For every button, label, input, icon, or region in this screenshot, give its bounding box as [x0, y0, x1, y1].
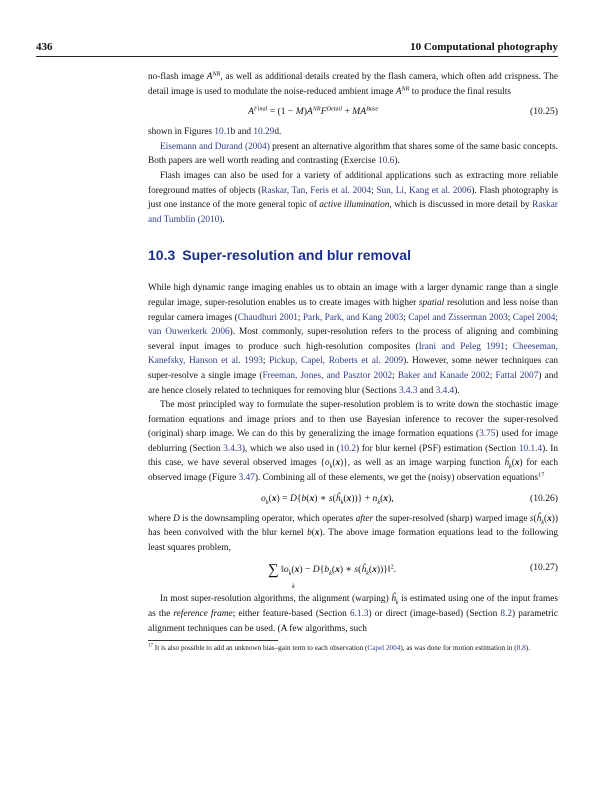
paragraph: shown in Figures 10.1b and 10.29d. — [148, 127, 282, 138]
header-rule — [36, 56, 558, 57]
chapter-title: 10 Computational photography — [410, 41, 558, 53]
citation-link[interactable]: Eisemann and Durand (2004) — [160, 141, 270, 152]
exercise-link[interactable]: 10.6 — [378, 156, 395, 167]
section-link[interactable]: 3.4.3 — [223, 443, 242, 454]
equation-10-25: $A^{Final} = (1 - M)A^{NR}F^{Detail} + MA^{Base}$ (10.25) — [148, 102, 558, 123]
page-body — [148, 70, 558, 654]
footnote-number: 17 — [148, 643, 153, 649]
page-number: 436 — [36, 41, 53, 53]
citation-link[interactable]: Pickup, Capel, Roberts et al. 2009 — [269, 356, 404, 367]
citation-link[interactable]: Cheeseman, Kanefsky, Hanson et al. 1993 — [148, 341, 558, 367]
paragraph: where D is the downsampling operator, which operates after the super-resolved (sharp) warped image $s(ĥ_k(x))$ has been convolved with the blur kernel b(x). The above image formation equations lead to the following least squares problem, — [148, 513, 558, 553]
section-link[interactable]: 6.1.3 — [349, 609, 369, 620]
section-heading — [148, 248, 558, 266]
section-title: Super-resolution and blur removal — [182, 247, 411, 264]
citation-link[interactable]: Raskar and Tumblin (2010) — [148, 200, 558, 225]
section-number: 10.3 — [148, 247, 176, 264]
citation-link[interactable]: Sun, Li, Kang et al. 2006 — [376, 185, 472, 196]
footnote-rule — [148, 640, 278, 641]
paragraph: In most super-resolution algorithms, the alignment (warping) $ĥ_k$ is estimated using one of the input frames as the reference frame; either feature-based (Section 6.1.3) or direct (image-based) (Section 8.2) parametric alignment techniques can be used. (A few algorithms, such — [148, 594, 558, 634]
figure-link[interactable]: 3.47 — [238, 473, 255, 484]
citation-link[interactable]: van Ouwerkerk 2006 — [148, 327, 230, 338]
citation-link[interactable]: Chaudhuri 2001 — [237, 312, 298, 323]
section-link[interactable]: 3.4.4 — [435, 385, 455, 396]
equation-10-26: $o_k(x) = D\{b(x)$ ∗ $s(ĥ_k(x))\} + n_k(x)$, (10.26) — [261, 492, 558, 506]
equation-10-27: ∑ $‖o_k(x) - D\{b_k(x)$ ∗ $s(ĥ_k(x))\}‖^2$. k (10.27) — [268, 562, 558, 591]
equation-number: (10.25) — [530, 106, 558, 118]
footnote: $^{17}$ It is also possible to add an unknown bias–gain term to each observation (Capel 2004), as was done for motion estimation in (8.8). — [148, 643, 530, 653]
paragraph: Eisemann and Durand (2004) present an alternative algorithm that shares some of the same basic concepts. Both papers are well worth reading and contrasting (Exercise 10.6). — [148, 141, 558, 167]
section-link[interactable]: 10.1.4 — [518, 443, 543, 454]
equation-link[interactable]: 3.75 — [479, 429, 496, 440]
equation-link[interactable]: 8.8 — [516, 644, 526, 653]
paragraph: Flash images can also be used for a variety of additional applications such as extracting more reliable foreground mattes of objects (Raskar, Tan, Feris et al. 2004; Sun, Li, Kang et al. 2006). Flash photography is just one instance of the more general topic of active illumination, which is discussed in more detail by Raskar and Tumblin (2010). — [148, 170, 558, 225]
citation-link[interactable]: Irani and Peleg 1991 — [418, 341, 505, 352]
citation-link[interactable]: Capel and Zisserman 2003 — [408, 312, 508, 323]
equation-link[interactable]: 10.2 — [339, 443, 356, 454]
running-header — [36, 41, 558, 55]
section-link[interactable]: 3.4.3 — [398, 385, 418, 396]
citation-link[interactable]: Freeman, Jones, and Pasztor 2002 — [262, 370, 393, 381]
footnote-marker[interactable]: 17 — [538, 471, 545, 479]
paragraph: The most principled way to formulate the super-resolution problem is to write down the stochastic image formation equations and image priors and to then use Bayesian inference to recover the super-resolved (original) sharp image. We can do this by generalizing the image formation equations (3.75) used for image deblurring (Section 3.4.3), which we also used in (10.2) for blur kernel (PSF) estimation (Section 10.1.4). In this case, we have several observed images $\{o_k(x)\}$, as well as an image warping function $ĥ_k(x)$ for each observed image (Figure 3.47). Combining all of these elements, we get the (noisy) observation equations$^{17}$ — [148, 400, 559, 484]
citation-link[interactable]: Baker and Kanade 2002 — [397, 370, 490, 381]
section-link[interactable]: 8.2 — [500, 609, 512, 620]
citation-link[interactable]: Raskar, Tan, Feris et al. 2004 — [261, 185, 372, 196]
paragraph: While high dynamic range imaging enables us to obtain an image with a larger dynamic range than a single regular image, super-resolution enables us to create images with higher spatial resolution and less noise than regular camera images (Chaudhuri 2001; Park, Park, and Kang 2003; Capel and Zisserman 2003; Capel 2004; van Ouwerkerk 2006). Most commonly, super-resolution refers to the process of aligning and combining several input images to produce such high-resolution composites (Irani and Peleg 1991; Cheeseman, Kanefsky, Hanson et al. 1993; Pickup, Capel, Roberts et al. 2009). However, some newer techniques can super-resolve a single image (Freeman, Jones, and Pasztor 2002; Baker and Kanade 2002; Fattal 2007) and are hence closely related to techniques for removing blur (Sections 3.4.3 and 3.4.4). — [148, 283, 559, 396]
figure-link[interactable]: 10.1 — [214, 127, 231, 138]
citation-link[interactable]: Fattal 2007 — [495, 370, 539, 381]
citation-link[interactable]: Park, Park, and Kang 2003 — [302, 312, 404, 323]
figure-link[interactable]: 10.29 — [253, 127, 275, 138]
citation-link[interactable]: Capel 2004 — [367, 644, 401, 653]
equation-number: (10.27) — [530, 562, 558, 574]
citation-link[interactable]: Capel 2004 — [512, 312, 556, 323]
paragraph: no-flash image $A^{NR}$, as well as additional details created by the flash camera, which often add crispness. The detail image is used to modulate the noise-reduced ambient image $A^{NR}$ to produce the final results — [148, 70, 558, 97]
equation-number: (10.26) — [530, 492, 558, 504]
